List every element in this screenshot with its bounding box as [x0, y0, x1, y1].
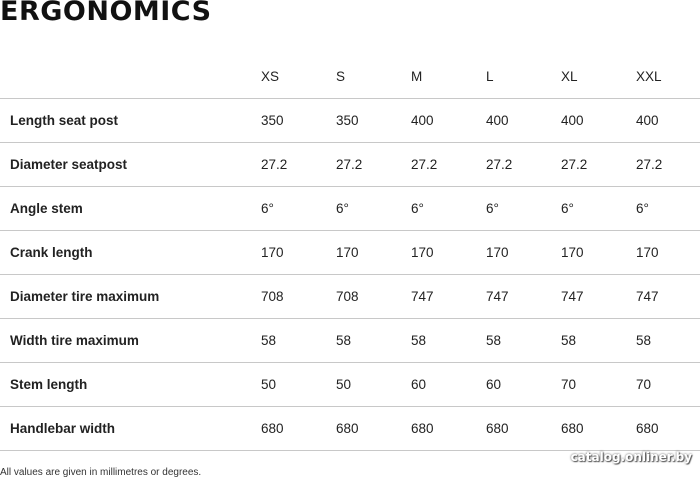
table-cell: 58: [486, 319, 561, 363]
table-row: [0, 363, 700, 407]
table-cell: 6°: [486, 187, 561, 231]
table-row: [0, 275, 700, 319]
table-row: [0, 99, 700, 143]
table-cell: 60: [411, 363, 486, 407]
table-cell: 6°: [411, 187, 486, 231]
table-cell: 27.2: [411, 143, 486, 187]
table-row: [0, 143, 700, 187]
table-cell: 58: [261, 319, 336, 363]
size-header: L: [486, 54, 561, 99]
size-header: XXL: [636, 54, 700, 99]
table-cell: 27.2: [561, 143, 636, 187]
table-row: [0, 407, 700, 451]
watermark: catalog.onliner.by: [570, 450, 692, 464]
table-cell: 400: [411, 99, 486, 143]
table-cell: 70: [636, 363, 700, 407]
table-cell: 6°: [561, 187, 636, 231]
row-label: Length seat post: [0, 99, 261, 143]
table-cell: 350: [261, 99, 336, 143]
header-corner: [0, 54, 261, 99]
table-cell: 747: [561, 275, 636, 319]
table-cell: 400: [486, 99, 561, 143]
table-cell: 6°: [336, 187, 411, 231]
table-cell: 50: [336, 363, 411, 407]
size-header: XS: [261, 54, 336, 99]
table-cell: 58: [336, 319, 411, 363]
table-row: [0, 231, 700, 275]
row-label: Width tire maximum: [0, 319, 261, 363]
table-cell: 170: [261, 231, 336, 275]
row-label: Diameter tire maximum: [0, 275, 261, 319]
table-cell: 58: [561, 319, 636, 363]
table-cell: 6°: [636, 187, 700, 231]
row-label: Handlebar width: [0, 407, 261, 451]
footnote: All values are given in millimetres or degrees.: [0, 467, 202, 478]
table-cell: 680: [336, 407, 411, 451]
table-cell: 708: [261, 275, 336, 319]
row-label: Crank length: [0, 231, 261, 275]
table-cell: 170: [486, 231, 561, 275]
table-row: [0, 187, 700, 231]
table-cell: 680: [486, 407, 561, 451]
table-cell: 70: [561, 363, 636, 407]
size-header: S: [336, 54, 411, 99]
table-cell: 400: [636, 99, 700, 143]
table-cell: 50: [261, 363, 336, 407]
table-cell: 747: [486, 275, 561, 319]
size-header: M: [411, 54, 486, 99]
table-cell: 747: [411, 275, 486, 319]
table-row: [0, 319, 700, 363]
table-cell: 170: [561, 231, 636, 275]
page-title: ERGONOMICS: [0, 0, 212, 27]
table-cell: 60: [486, 363, 561, 407]
size-header-row: [0, 54, 700, 99]
table-cell: 680: [411, 407, 486, 451]
table-cell: 400: [561, 99, 636, 143]
row-label: Diameter seatpost: [0, 143, 261, 187]
table-cell: 680: [636, 407, 700, 451]
table-cell: 6°: [261, 187, 336, 231]
table-cell: 680: [561, 407, 636, 451]
size-header: XL: [561, 54, 636, 99]
table-cell: 170: [636, 231, 700, 275]
table-cell: 747: [636, 275, 700, 319]
row-label: Angle stem: [0, 187, 261, 231]
table-cell: 27.2: [636, 143, 700, 187]
table-cell: 708: [336, 275, 411, 319]
table-cell: 58: [411, 319, 486, 363]
table-cell: 27.2: [486, 143, 561, 187]
row-label: Stem length: [0, 363, 261, 407]
table-cell: 680: [261, 407, 336, 451]
table-cell: 27.2: [261, 143, 336, 187]
table-cell: 27.2: [336, 143, 411, 187]
ergonomics-table: [0, 54, 700, 451]
table-cell: 170: [411, 231, 486, 275]
table-cell: 58: [636, 319, 700, 363]
table-cell: 350: [336, 99, 411, 143]
table-cell: 170: [336, 231, 411, 275]
